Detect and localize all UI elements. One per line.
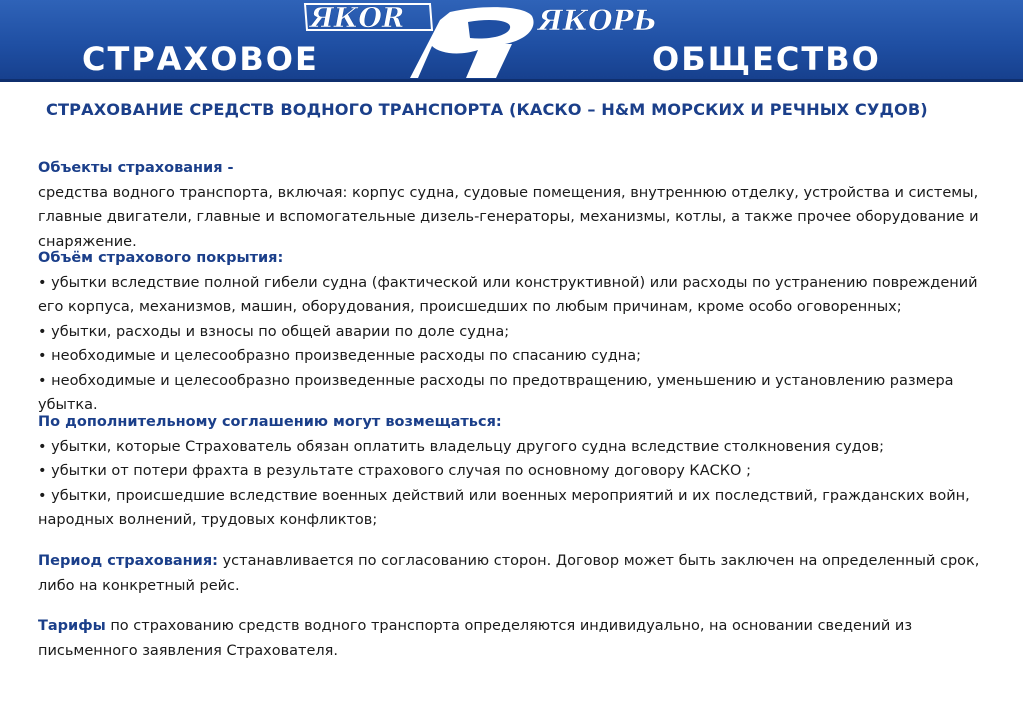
banner-right-word: ОБЩЕСТВО xyxy=(652,40,881,78)
section-coverage xyxy=(38,246,998,418)
page-title: СТРАХОВАНИЕ СРЕДСТВ ВОДНОГО ТРАНСПОРТА (КАСКО – H&M МОРСКИХ И РЕЧНЫХ СУДОВ) xyxy=(46,100,928,119)
section-objects xyxy=(38,156,998,254)
section-tariffs xyxy=(38,614,998,663)
period-heading: Период страхования: xyxy=(38,553,218,569)
coverage-item: • необходимые и целесообразно произведенные расходы по предотвращению, уменьшению и установлению размера убытка. xyxy=(38,372,954,413)
additional-heading: По дополнительному соглашению могут возмещаться: xyxy=(38,414,502,430)
tariffs-text: по страхованию средств водного транспорта определяются индивидуально, на основании сведений из письменного заявления Страхователя. xyxy=(38,618,913,659)
additional-item: • убытки, которые Страхователь обязан оплатить владельцу другого судна вследствие столкновения судов; xyxy=(38,438,885,455)
section-period xyxy=(38,549,998,598)
period-text: устанавливается по согласованию сторон. Договор может быть заключен на определенный срок, либо на конкретный рейс. xyxy=(38,553,980,594)
additional-item: • убытки, происшедшие вследствие военных действий или военных мероприятий и их последствий, гражданских войн, народных волнений, трудовых конфликтов; xyxy=(38,487,970,528)
coverage-item: • убытки, расходы и взносы по общей аварии по доле судна; xyxy=(38,323,510,340)
coverage-heading: Объём страхового покрытия: xyxy=(38,250,284,266)
svg-text:ЯКОR: ЯКОR xyxy=(310,3,405,34)
objects-text: средства водного транспорта, включая: корпус судна, судовые помещения, внутреннюю отделку, устройства и системы, главные двигатели, главные и вспомогательные дизель-генераторы, механизмы, котлы, а также прочее оборудование и снаряжение. xyxy=(38,184,979,250)
additional-item: • убытки от потери фрахта в результате страхового случая по основному договору КАСКО ; xyxy=(38,463,751,479)
banner-bottom-stripe xyxy=(0,79,1023,82)
section-additional xyxy=(38,410,998,533)
svg-text:ЯКОРЬ: ЯКОРЬ xyxy=(538,4,657,37)
yakor-logo xyxy=(300,0,690,82)
tariffs-heading: Тарифы xyxy=(38,618,106,634)
banner-left-word: СТРАХОВОЕ xyxy=(82,40,319,78)
objects-heading: Объекты страхования - xyxy=(38,160,234,176)
header-banner xyxy=(0,0,1023,82)
coverage-item: • убытки вследствие полной гибели судна (фактической или конструктивной) или расходы по устранению повреждений его корпуса, механизмов, машин, оборудования, происшедших по любым причинам, кроме особо оговоренных; xyxy=(38,274,978,315)
coverage-item: • необходимые и целесообразно произведенные расходы по спасанию судна; xyxy=(38,348,641,364)
